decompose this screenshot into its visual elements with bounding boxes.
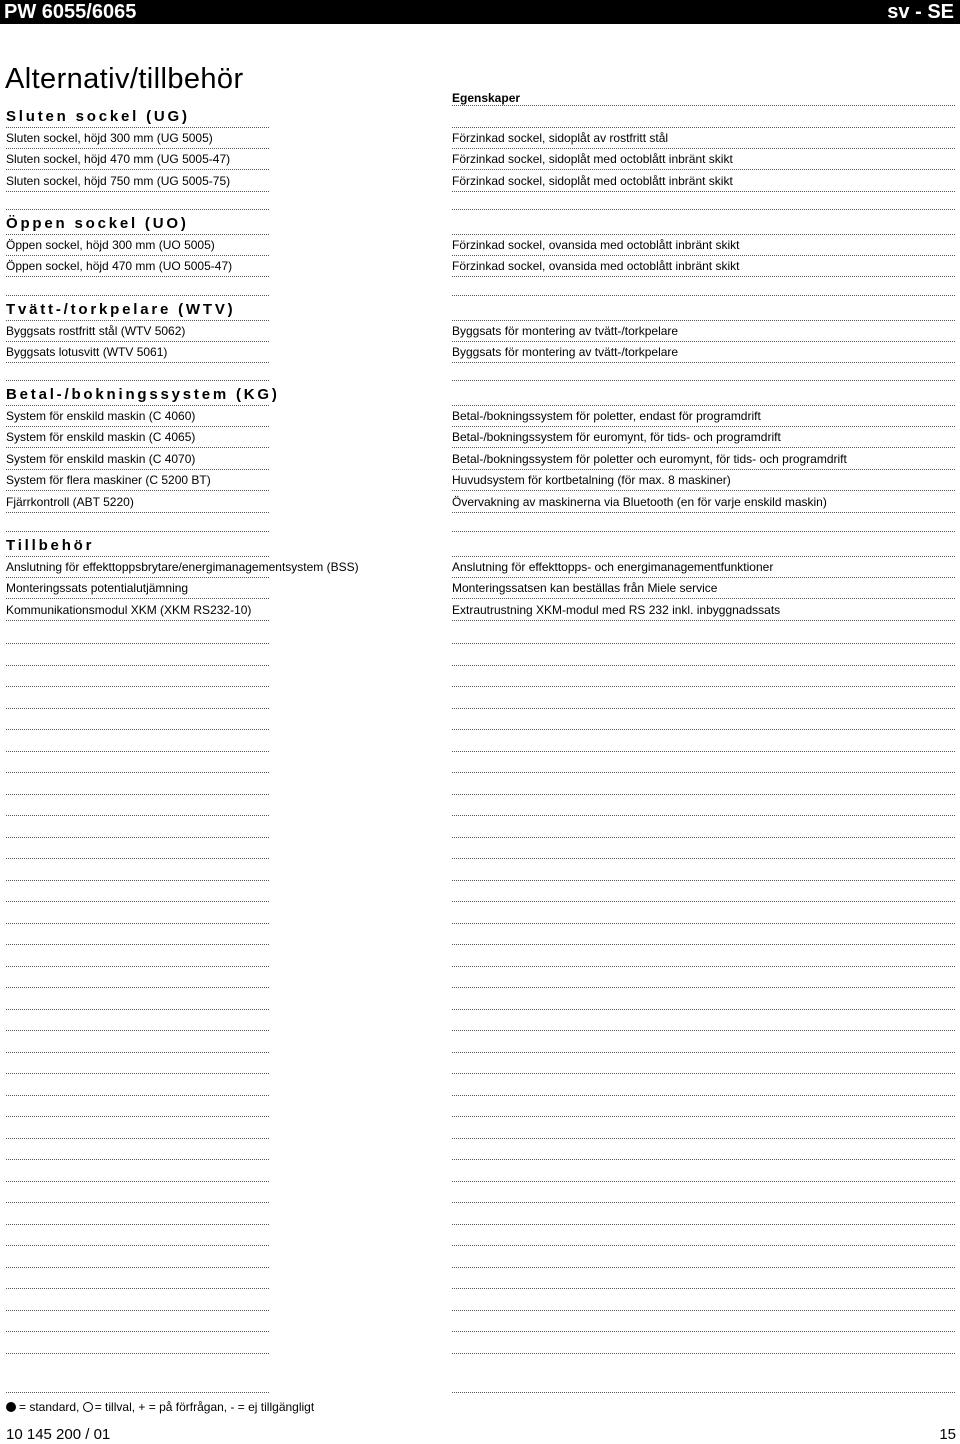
divider bbox=[452, 405, 955, 406]
empty-line bbox=[452, 643, 955, 644]
item-label: System för enskild maskin (C 4070) bbox=[6, 451, 196, 466]
empty-line bbox=[452, 1331, 955, 1332]
page-title: Alternativ/tillbehör bbox=[5, 63, 244, 95]
empty-line bbox=[452, 1288, 955, 1289]
empty-line bbox=[6, 1181, 269, 1182]
empty-line bbox=[6, 1245, 269, 1246]
empty-line bbox=[452, 1310, 955, 1311]
section-title: Öppen sockel (UO) bbox=[6, 215, 189, 232]
item-label: System för enskild maskin (C 4060) bbox=[6, 409, 196, 423]
empty-line bbox=[6, 1331, 269, 1332]
empty-line bbox=[6, 1052, 269, 1053]
empty-line bbox=[452, 1159, 955, 1160]
empty-line bbox=[452, 858, 955, 859]
empty-line bbox=[452, 1009, 955, 1010]
property-text: Betal-/bokningssystem för euromynt, för tids- och programdrift bbox=[452, 430, 781, 445]
section-title: Betal-/bokningssystem (KG) bbox=[6, 386, 280, 403]
open-circle-icon bbox=[83, 1402, 93, 1412]
divider bbox=[6, 620, 269, 621]
empty-line bbox=[452, 772, 955, 773]
divider bbox=[6, 512, 269, 513]
top-bar bbox=[0, 0, 960, 24]
divider bbox=[452, 341, 955, 342]
divider bbox=[6, 556, 269, 557]
divider bbox=[452, 620, 955, 621]
empty-line bbox=[452, 944, 955, 945]
divider bbox=[452, 320, 955, 321]
divider bbox=[6, 469, 269, 470]
divider bbox=[6, 295, 269, 296]
empty-line bbox=[6, 772, 269, 773]
filled-circle-icon bbox=[6, 1402, 16, 1412]
item-label: Sluten sockel, höjd 300 mm (UG 5005) bbox=[6, 131, 213, 145]
item-label: Öppen sockel, höjd 300 mm (UO 5005) bbox=[6, 238, 215, 252]
legend bbox=[6, 1400, 314, 1415]
empty-line bbox=[452, 1073, 955, 1074]
divider bbox=[6, 127, 269, 128]
divider bbox=[452, 295, 955, 296]
empty-line bbox=[6, 923, 269, 924]
empty-line bbox=[6, 1267, 269, 1268]
divider bbox=[6, 405, 269, 406]
empty-line bbox=[452, 901, 955, 902]
property-text: Monteringssatsen kan beställas från Miele service bbox=[452, 581, 718, 596]
empty-line bbox=[452, 815, 955, 816]
empty-line bbox=[452, 708, 955, 709]
divider bbox=[452, 577, 955, 578]
empty-line bbox=[452, 1267, 955, 1268]
divider bbox=[6, 426, 269, 427]
empty-line bbox=[452, 1202, 955, 1203]
empty-line bbox=[6, 1073, 269, 1074]
empty-line bbox=[452, 1138, 955, 1139]
empty-line bbox=[6, 1353, 269, 1354]
empty-line bbox=[6, 643, 269, 644]
divider bbox=[452, 598, 955, 599]
divider bbox=[6, 191, 269, 192]
divider bbox=[6, 490, 269, 491]
empty-line bbox=[452, 880, 955, 881]
empty-line bbox=[6, 1159, 269, 1160]
empty-line bbox=[6, 815, 269, 816]
item-label: Sluten sockel, höjd 750 mm (UG 5005-75) bbox=[6, 173, 231, 188]
empty-line bbox=[6, 794, 269, 795]
empty-line bbox=[6, 1288, 269, 1289]
divider bbox=[6, 234, 269, 235]
empty-line bbox=[6, 686, 269, 687]
divider bbox=[452, 127, 955, 128]
property-text: Huvudsystem för kortbetalning (för max. 8 maskiner) bbox=[452, 473, 731, 488]
section-title: Tillbehör bbox=[6, 537, 95, 554]
divider bbox=[6, 320, 269, 321]
property-text: Förzinkad sockel, sidoplåt med octoblått inbränt skikt bbox=[452, 173, 733, 188]
divider bbox=[6, 209, 269, 210]
empty-line bbox=[452, 729, 955, 730]
divider bbox=[452, 512, 955, 513]
empty-line bbox=[6, 1009, 269, 1010]
item-label: Anslutning för effekttoppsbrytare/energimanagementsystem (BSS) bbox=[6, 560, 359, 574]
item-label: Monteringssats potentialutjämning bbox=[6, 581, 189, 596]
empty-line bbox=[6, 751, 269, 752]
legend-standard: = standard, bbox=[19, 1400, 80, 1414]
divider bbox=[452, 362, 955, 363]
empty-line bbox=[452, 1245, 955, 1246]
empty-line bbox=[6, 966, 269, 967]
empty-line bbox=[452, 987, 955, 988]
empty-line bbox=[6, 944, 269, 945]
divider bbox=[452, 380, 955, 381]
empty-line bbox=[452, 686, 955, 687]
divider bbox=[452, 105, 955, 106]
divider bbox=[6, 1392, 269, 1393]
divider bbox=[452, 426, 955, 427]
empty-line bbox=[452, 1224, 955, 1225]
divider bbox=[452, 556, 955, 557]
property-text: Byggsats för montering av tvätt-/torkpelare bbox=[452, 324, 679, 338]
divider bbox=[6, 169, 269, 170]
item-label: Kommunikationsmodul XKM (XKM RS232-10) bbox=[6, 602, 252, 617]
divider bbox=[452, 1392, 955, 1393]
divider bbox=[452, 255, 955, 256]
empty-line bbox=[452, 1181, 955, 1182]
divider bbox=[452, 469, 955, 470]
divider bbox=[6, 447, 269, 448]
empty-line bbox=[6, 837, 269, 838]
empty-line bbox=[452, 1030, 955, 1031]
empty-line bbox=[6, 1116, 269, 1117]
item-label: Byggsats rostfritt stål (WTV 5062) bbox=[6, 324, 186, 338]
divider bbox=[452, 169, 955, 170]
divider bbox=[6, 255, 269, 256]
empty-line bbox=[452, 1116, 955, 1117]
divider bbox=[6, 148, 269, 149]
property-text: Övervakning av maskinerna via Bluetooth (en för varje enskild maskin) bbox=[452, 494, 827, 509]
property-text: Förzinkad sockel, sidoplåt av rostfritt stål bbox=[452, 131, 669, 145]
empty-line bbox=[452, 966, 955, 967]
section-title: Sluten sockel (UG) bbox=[6, 108, 190, 125]
divider bbox=[6, 531, 269, 532]
empty-line bbox=[452, 923, 955, 924]
divider bbox=[6, 577, 269, 578]
property-text: Förzinkad sockel, sidoplåt med octoblått inbränt skikt bbox=[452, 152, 733, 167]
divider bbox=[452, 490, 955, 491]
empty-line bbox=[452, 1095, 955, 1096]
model-name: PW 6055/6065 bbox=[4, 1, 137, 23]
divider bbox=[452, 234, 955, 235]
divider bbox=[6, 380, 269, 381]
page-number: 15 bbox=[939, 1426, 956, 1443]
empty-line bbox=[452, 751, 955, 752]
empty-line bbox=[6, 901, 269, 902]
property-text: Anslutning för effekttopps- och energimanagementfunktioner bbox=[452, 560, 774, 574]
empty-line bbox=[6, 1310, 269, 1311]
empty-line bbox=[6, 1095, 269, 1096]
divider bbox=[452, 276, 955, 277]
properties-heading: Egenskaper bbox=[452, 91, 521, 105]
empty-line bbox=[6, 1224, 269, 1225]
empty-line bbox=[452, 1052, 955, 1053]
empty-line bbox=[6, 708, 269, 709]
legend-option: = tillval, + = på förfrågan, - = ej tillgängligt bbox=[94, 1400, 315, 1414]
property-text: Betal-/bokningssystem för poletter och euromynt, för tids- och programdrift bbox=[452, 451, 847, 466]
divider bbox=[452, 148, 955, 149]
empty-line bbox=[6, 858, 269, 859]
empty-line bbox=[6, 1138, 269, 1139]
item-label: System för flera maskiner (C 5200 BT) bbox=[6, 473, 211, 488]
empty-line bbox=[6, 1030, 269, 1031]
section-title: Tvätt-/torkpelare (WTV) bbox=[6, 301, 236, 318]
empty-line bbox=[452, 837, 955, 838]
item-label: Sluten sockel, höjd 470 mm (UG 5005-47) bbox=[6, 152, 231, 167]
empty-line bbox=[6, 665, 269, 666]
item-label: System för enskild maskin (C 4065) bbox=[6, 430, 196, 445]
property-text: Byggsats för montering av tvätt-/torkpelare bbox=[452, 345, 679, 360]
empty-line bbox=[6, 880, 269, 881]
divider bbox=[452, 209, 955, 210]
empty-line bbox=[452, 794, 955, 795]
empty-line bbox=[452, 665, 955, 666]
empty-line bbox=[6, 987, 269, 988]
divider bbox=[6, 276, 269, 277]
property-text: Extrautrustning XKM-modul med RS 232 inkl. inbyggnadssats bbox=[452, 602, 781, 617]
empty-line bbox=[452, 1353, 955, 1354]
property-text: Betal-/bokningssystem för poletter, endast för programdrift bbox=[452, 409, 761, 423]
empty-line bbox=[6, 729, 269, 730]
item-label: Byggsats lotusvitt (WTV 5061) bbox=[6, 345, 168, 360]
divider bbox=[452, 191, 955, 192]
divider bbox=[452, 531, 955, 532]
divider bbox=[6, 598, 269, 599]
item-label: Öppen sockel, höjd 470 mm (UO 5005-47) bbox=[6, 259, 233, 274]
language-code: sv - SE bbox=[887, 1, 954, 23]
divider bbox=[6, 341, 269, 342]
empty-line bbox=[6, 1202, 269, 1203]
divider bbox=[6, 362, 269, 363]
divider bbox=[452, 447, 955, 448]
item-label: Fjärrkontroll (ABT 5220) bbox=[6, 494, 134, 509]
document-number: 10 145 200 / 01 bbox=[6, 1426, 111, 1443]
property-text: Förzinkad sockel, ovansida med octoblått inbränt skikt bbox=[452, 238, 740, 252]
property-text: Förzinkad sockel, ovansida med octoblått inbränt skikt bbox=[452, 259, 740, 274]
